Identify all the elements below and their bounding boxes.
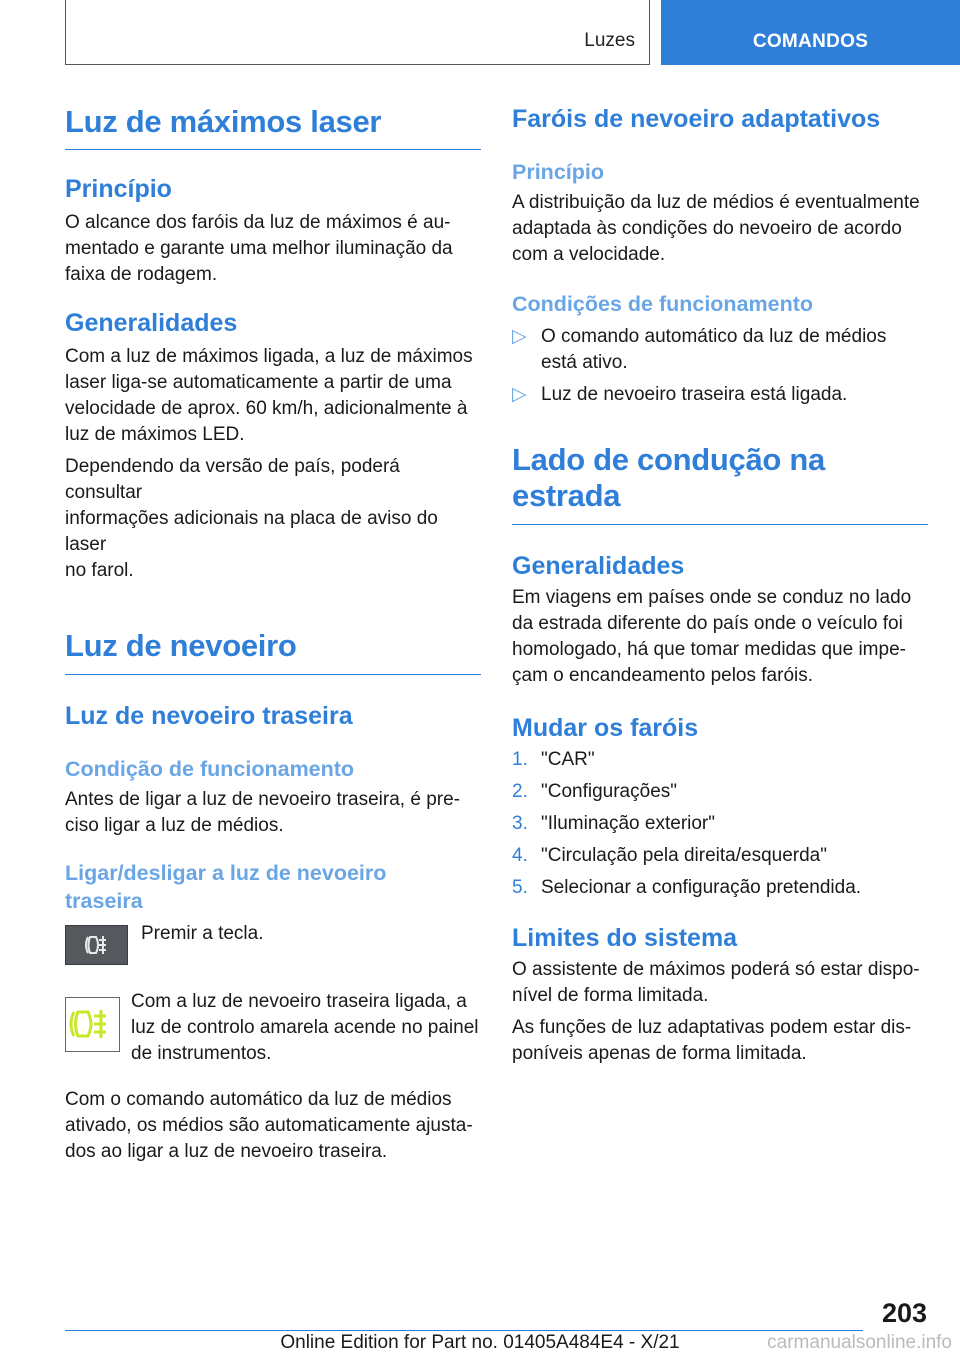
instruction-press-button <box>65 921 481 993</box>
principle-text: O alcance dos faróis da luz de máximos é au- mentado e garante uma melhor iluminação da faixa de rodagem. <box>65 212 453 285</box>
principle-text-right: A distribuição da luz de médios é eventualmente adaptada às condições do nevoeiro de acordo com a velocidade. <box>512 192 920 265</box>
general-text-right: Em viagens em países onde se conduz no lado da estrada diferente do país onde o veículo foi homologado, há que tomar medidas que impe- çam o encandeamento pelos faróis. <box>512 587 912 686</box>
condition-text: Antes de ligar a luz de nevoeiro traseira, é pre- ciso ligar a luz de médios. <box>65 789 460 836</box>
step-number: 5. <box>512 877 528 898</box>
limits-text-2: As funções de luz adaptativas podem estar dis- poníveis apenas de forma limitada. <box>512 1017 912 1064</box>
heading-fog-light: Luz de nevoeiro <box>65 628 297 663</box>
list-item: 4. "Circulação pela direita/esquerda" <box>512 843 928 869</box>
heading-general-right: Generalidades <box>512 552 685 580</box>
chapter-tab[interactable]: COMANDOS <box>661 0 960 65</box>
list-item: ▷ O comando automático da luz de médios está ativo. <box>512 326 887 373</box>
heading-operating-condition: Condição de funcionamento <box>65 757 355 781</box>
step-number: 1. <box>512 749 528 770</box>
heading-toggle-rear-fog: Ligar/desligar a luz de nevoeiro traseira <box>65 861 387 913</box>
heading-system-limits: Limites do sistema <box>512 924 738 952</box>
general-text-2: Dependendo da versão de país, poderá consultar informações adicionais na placa de aviso do laser no farol. <box>65 456 438 581</box>
heading-principle-right: Princípio <box>512 160 604 184</box>
indicator-light-text: Com a luz de nevoeiro traseira ligada, a luz de controlo amarela acende no painel de instrumentos. <box>131 991 479 1064</box>
step-number: 3. <box>512 813 528 834</box>
conditions-list <box>512 324 928 408</box>
instruction-indicator-light <box>65 993 481 1079</box>
rear-fog-indicator-icon <box>65 997 120 1052</box>
heading-general: Generalidades <box>65 309 238 337</box>
heading-laser-high-beam: Luz de máximos laser <box>65 104 382 139</box>
footer-rule <box>65 1330 863 1331</box>
right-column <box>512 100 928 1067</box>
bullet-triangle-icon: ▷ <box>512 326 527 347</box>
heading-rule <box>512 524 928 525</box>
heading-driving-side: Lado de condução na estrada <box>512 442 825 513</box>
heading-rear-fog: Luz de nevoeiro traseira <box>65 702 353 730</box>
page-number: 203 <box>881 1298 927 1328</box>
list-item: 5. Selecionar a configuração pretendida. <box>512 875 928 901</box>
list-item: ▷ Luz de nevoeiro traseira está ligada. <box>512 382 928 408</box>
left-column <box>65 100 481 1165</box>
heading-adaptive-fog: Faróis de nevoeiro adaptativos <box>512 105 881 133</box>
step-number: 4. <box>512 845 528 866</box>
general-text-1: Com a luz de máximos ligada, a luz de máximos laser liga-se automaticamente a partir de uma velocidade de aprox. 60 km/h, adicionalmente à luz de máximos LED. <box>65 346 473 445</box>
heading-operating-conditions: Condições de funcionamento <box>512 292 814 316</box>
heading-change-headlights: Mudar os faróis <box>512 714 699 742</box>
steps-list <box>512 747 928 901</box>
auto-low-beam-text: Com o comando automático da luz de médios ativado, os médios são automaticamente ajusta- dos ao ligar a luz de nevoeiro traseira. <box>65 1089 473 1162</box>
heading-principle: Princípio <box>65 175 172 203</box>
step-number: 2. <box>512 781 528 802</box>
header-frame <box>65 0 650 65</box>
bullet-triangle-icon: ▷ <box>512 384 527 405</box>
list-item: 3. "Iluminação exterior" <box>512 811 928 837</box>
press-button-text: Premir a tecla. <box>141 923 264 944</box>
section-title: Luzes <box>584 30 635 51</box>
list-item: 1. "CAR" <box>512 747 928 773</box>
rear-fog-button-icon <box>65 925 128 965</box>
heading-rule <box>65 674 481 675</box>
watermark: carmanualsonline.info <box>767 1332 952 1353</box>
heading-rule <box>65 149 481 150</box>
list-item: 2. "Configurações" <box>512 779 928 805</box>
limits-text-1: O assistente de máximos poderá só estar dispo- nível de forma limitada. <box>512 959 920 1006</box>
edition-text: Online Edition for Part no. 01405A484E4 - X/21 <box>280 1332 680 1353</box>
